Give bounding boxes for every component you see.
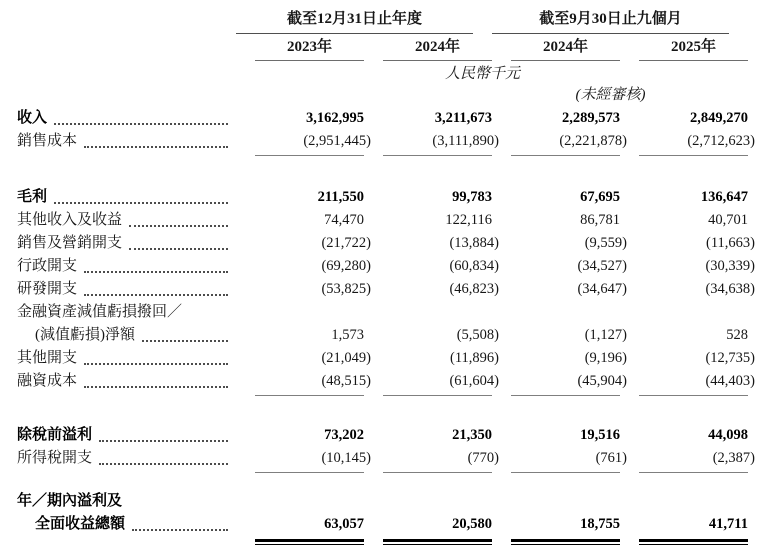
double-rule-thick-line	[639, 539, 748, 542]
label-column-spacer	[17, 8, 236, 34]
table-row	[17, 209, 772, 232]
dot-leader	[84, 294, 228, 296]
cell-value: (46,823)	[449, 281, 499, 297]
cell-value: (9,559)	[584, 235, 627, 251]
cell-value: (45,904)	[577, 373, 627, 389]
row-label: 其他收入及收益	[17, 212, 123, 228]
cell-value: (34,527)	[577, 258, 627, 274]
year-col-9m2024: 2024年	[511, 37, 620, 61]
cell-value: (61,604)	[449, 373, 499, 389]
cell-value: 3,162,995	[306, 110, 364, 126]
cell-value: (12,735)	[705, 350, 755, 366]
double-rule	[511, 539, 620, 545]
cell-value: 3,211,673	[434, 110, 492, 126]
col-group-annual: 截至12月31日止年度	[236, 8, 473, 34]
table-body	[17, 107, 772, 545]
table-row	[17, 513, 772, 536]
cell-value: 63,057	[324, 516, 364, 532]
single-rule	[639, 395, 748, 396]
cell-value: (3,111,890)	[432, 133, 499, 149]
single-rule	[255, 395, 364, 396]
table-row	[17, 490, 772, 513]
double-rule-thin-line	[255, 544, 364, 545]
row-label: 融資成本	[17, 373, 78, 389]
cell-value: (770)	[467, 450, 499, 466]
cell-value: (34,647)	[577, 281, 627, 297]
cell-value: (2,221,878)	[559, 133, 627, 149]
cell-value: (1,127)	[584, 327, 627, 343]
double-rule-row	[17, 539, 772, 545]
unaudited-note: (未經審核)	[575, 87, 646, 103]
cell-value: 2,849,270	[690, 110, 748, 126]
cell-value: (10,145)	[321, 450, 371, 466]
cell-value: 20,580	[452, 516, 492, 532]
row-label-cell	[17, 186, 236, 209]
row-label-cell	[17, 301, 236, 324]
single-rule	[511, 395, 620, 396]
row-label-cell	[17, 278, 236, 301]
single-rule-row	[17, 155, 772, 156]
double-rule-thick-line	[511, 539, 620, 542]
single-rule	[639, 472, 748, 473]
table-row	[17, 255, 772, 278]
year-col-fy2023: 2023年	[255, 37, 364, 61]
cell-value: 211,550	[317, 189, 364, 205]
cell-value: (53,825)	[321, 281, 371, 297]
row-label: 研發開支	[17, 281, 78, 297]
row-label-cell	[17, 209, 236, 232]
cell-value: 528	[726, 327, 748, 343]
cell-value: 67,695	[580, 189, 620, 205]
row-label-cell	[17, 232, 236, 255]
single-rule	[255, 472, 364, 473]
table-row	[17, 447, 772, 470]
dot-leader	[99, 440, 228, 442]
row-label: 銷售成本	[17, 133, 78, 149]
row-label-cell	[17, 490, 236, 513]
column-group-header-row	[17, 6, 772, 34]
row-label-cell	[17, 107, 236, 130]
cell-value: (2,387)	[712, 450, 755, 466]
dot-leader	[84, 363, 228, 365]
cell-value: 41,711	[708, 516, 748, 532]
row-label: 全面收益總額	[35, 516, 126, 532]
table-row	[17, 301, 772, 324]
row-label: (減值虧損)淨額	[35, 327, 135, 343]
row-label-cell	[17, 255, 236, 278]
table-row	[17, 324, 772, 347]
table-row	[17, 232, 772, 255]
cell-value: 136,647	[700, 189, 748, 205]
single-rule	[255, 155, 364, 156]
cell-value: 74,470	[324, 212, 364, 228]
dot-leader	[142, 340, 228, 342]
row-label-cell	[17, 347, 236, 370]
dot-leader	[84, 271, 228, 273]
row-label-cell	[17, 424, 236, 447]
single-rule	[383, 472, 492, 473]
row-label: 毛利	[17, 189, 48, 205]
row-label-cell	[17, 513, 236, 536]
double-rule	[383, 539, 492, 545]
label-column-spacer	[17, 472, 236, 473]
double-rule	[639, 539, 748, 545]
single-rule-row	[17, 472, 772, 473]
table-row	[17, 107, 772, 130]
cell-value: 18,755	[580, 516, 620, 532]
table-row	[17, 130, 772, 153]
dot-leader	[84, 146, 228, 148]
cell-value: (48,515)	[321, 373, 371, 389]
double-rule-thick-line	[255, 539, 364, 542]
table-row	[17, 186, 772, 209]
table-row	[17, 347, 772, 370]
row-label: 年／期內溢利及	[17, 493, 123, 509]
cell-value: (60,834)	[449, 258, 499, 274]
double-rule-thick-line	[383, 539, 492, 542]
cell-value: (2,951,445)	[303, 133, 371, 149]
cell-value: (21,049)	[321, 350, 371, 366]
dot-leader	[132, 529, 228, 531]
cell-value: 2,289,573	[562, 110, 620, 126]
currency-unit-note: 人民幣千元	[444, 66, 520, 82]
cell-value: (11,896)	[450, 350, 499, 366]
row-label: 除稅前溢利	[17, 427, 93, 443]
cell-value: 44,098	[708, 427, 748, 443]
double-rule	[255, 539, 364, 545]
cell-value: 19,516	[580, 427, 620, 443]
label-column-spacer	[17, 155, 236, 156]
cell-value: 73,202	[324, 427, 364, 443]
currency-unit-row	[17, 64, 772, 84]
dot-leader	[129, 248, 228, 250]
year-header-row	[17, 34, 772, 61]
cell-value: 21,350	[452, 427, 492, 443]
single-rule	[511, 472, 620, 473]
row-label-cell	[17, 130, 236, 153]
row-label: 銷售及營銷開支	[17, 235, 123, 251]
cell-value: (13,884)	[449, 235, 499, 251]
cell-value: (9,196)	[584, 350, 627, 366]
row-label-cell	[17, 370, 236, 393]
dot-leader	[99, 463, 228, 465]
row-label: 行政開支	[17, 258, 78, 274]
row-label: 所得稅開支	[17, 450, 93, 466]
row-label: 其他開支	[17, 350, 78, 366]
row-label-cell	[17, 324, 236, 347]
single-rule	[383, 155, 492, 156]
double-rule-thin-line	[383, 544, 492, 545]
single-rule-row	[17, 395, 772, 396]
col-group-nine-months: 截至9月30日止九個月	[492, 8, 729, 34]
cell-value: (5,508)	[456, 327, 499, 343]
label-column-spacer	[17, 539, 236, 545]
single-rule	[383, 395, 492, 396]
cell-value: (21,722)	[321, 235, 371, 251]
cell-value: (2,712,623)	[687, 133, 755, 149]
row-label: 金融資產減值虧損撥回／	[17, 304, 183, 320]
cell-value: 122,116	[445, 212, 492, 228]
dot-leader	[54, 202, 228, 204]
cell-value: (69,280)	[321, 258, 371, 274]
cell-value: (761)	[595, 450, 627, 466]
cell-value: 1,573	[331, 327, 364, 343]
cell-value: 40,701	[708, 212, 748, 228]
year-col-9m2025: 2025年	[639, 37, 748, 61]
cell-value: 99,783	[452, 189, 492, 205]
cell-value: (44,403)	[705, 373, 755, 389]
cell-value: (30,339)	[705, 258, 755, 274]
double-rule-thin-line	[511, 544, 620, 545]
table-row	[17, 424, 772, 447]
cell-value: (11,663)	[706, 235, 755, 251]
unaudited-note-row	[17, 85, 772, 105]
table-row	[17, 278, 772, 301]
dot-leader	[129, 225, 228, 227]
dot-leader	[84, 386, 228, 388]
table-row	[17, 370, 772, 393]
cell-value: 86,781	[580, 212, 620, 228]
label-column-spacer	[17, 395, 236, 396]
double-rule-thin-line	[639, 544, 748, 545]
cell-value: (34,638)	[705, 281, 755, 297]
row-label-cell	[17, 447, 236, 470]
dot-leader	[54, 123, 228, 125]
row-label: 收入	[17, 110, 48, 126]
single-rule	[639, 155, 748, 156]
year-col-fy2024: 2024年	[383, 37, 492, 61]
single-rule	[511, 155, 620, 156]
